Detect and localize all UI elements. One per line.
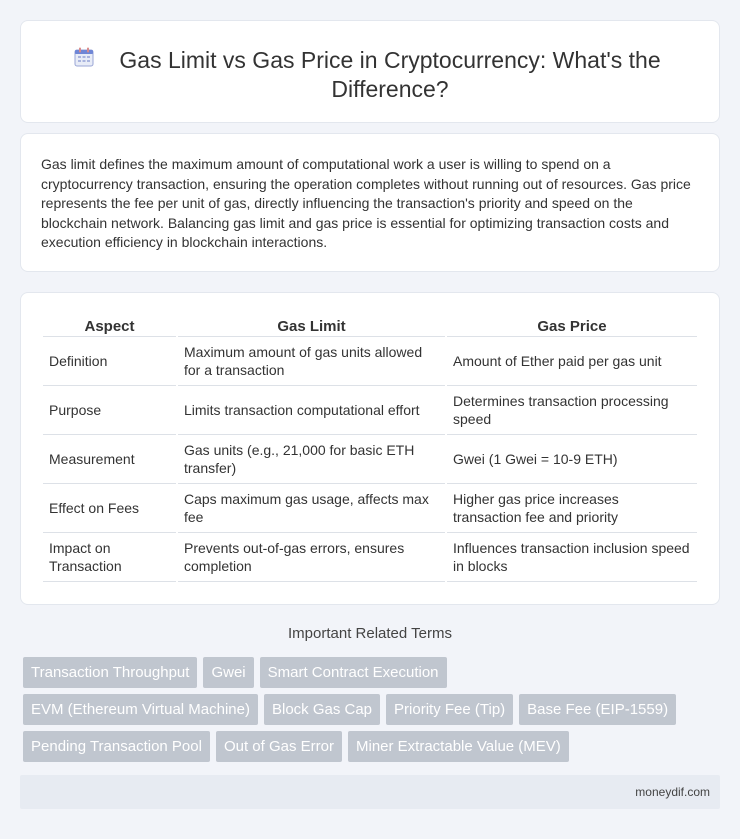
tag-block-gas-cap[interactable]: Block Gas Cap (264, 694, 380, 725)
footer (20, 775, 720, 809)
title-card (20, 20, 720, 123)
table-header-row (43, 316, 697, 337)
tag-mev[interactable]: Miner Extractable Value (MEV) (348, 731, 569, 762)
intro-text: Gas limit defines the maximum amount of computational work a user is willing to spend on a cryptocurrency transaction, ensuring the operation completes without running out of resources. Gas price represents the fee per unit of gas, directly influencing the transaction's priority and speed on the blockchain network. Balancing gas limit and gas price is essential for optimizing transaction costs and execution efficiency in blockchain interactions. (41, 156, 691, 251)
table-cell: Determines transaction processing speed (447, 386, 697, 435)
table-cell: Higher gas price increases transaction fee and priority (447, 484, 697, 533)
table-cell: Gas units (e.g., 21,000 for basic ETH transfer) (178, 435, 445, 484)
related-terms-row (23, 731, 723, 762)
page-title: Gas Limit vs Gas Price in Cryptocurrency: What's the Difference? (119, 47, 661, 102)
footer-site-link[interactable]: moneydif.com (635, 785, 710, 799)
related-terms-row (23, 657, 723, 688)
table-cell: Purpose (43, 386, 176, 435)
table-cell: Impact on Transaction (43, 533, 176, 582)
table-cell: Prevents out-of-gas errors, ensures completion (178, 533, 445, 582)
table-row (43, 484, 697, 533)
header-aspect: Aspect (43, 316, 176, 337)
header-gas-limit: Gas Limit (178, 316, 445, 337)
related-terms-title: Important Related Terms (288, 625, 452, 642)
table-cell: Gwei (1 Gwei = 10-9 ETH) (447, 435, 697, 484)
table-cell: Limits transaction computational effort (178, 386, 445, 435)
tag-smart-contract-execution[interactable]: Smart Contract Execution (260, 657, 447, 688)
comparison-table-card (20, 292, 720, 605)
tag-transaction-throughput[interactable]: Transaction Throughput (23, 657, 197, 688)
table-cell: Caps maximum gas usage, affects max fee (178, 484, 445, 533)
table-row (43, 386, 697, 435)
table-cell: Definition (43, 337, 176, 386)
tag-base-fee[interactable]: Base Fee (EIP-1559) (519, 694, 676, 725)
table-cell: Influences transaction inclusion speed in blocks (447, 533, 697, 582)
tag-gwei[interactable]: Gwei (203, 657, 253, 688)
table-row (43, 337, 697, 386)
table-cell: Amount of Ether paid per gas unit (447, 337, 697, 386)
tag-priority-fee[interactable]: Priority Fee (Tip) (386, 694, 513, 725)
related-terms-row (23, 694, 723, 725)
header-gas-price: Gas Price (447, 316, 697, 337)
tag-evm[interactable]: EVM (Ethereum Virtual Machine) (23, 694, 258, 725)
tag-out-of-gas-error[interactable]: Out of Gas Error (216, 731, 342, 762)
table-row (43, 533, 697, 582)
table-cell: Effect on Fees (43, 484, 176, 533)
table-cell: Measurement (43, 435, 176, 484)
comparison-table (41, 316, 699, 582)
table-cell: Maximum amount of gas units allowed for a transaction (178, 337, 445, 386)
intro-card (20, 133, 720, 272)
table-row (43, 435, 697, 484)
tag-pending-transaction-pool[interactable]: Pending Transaction Pool (23, 731, 210, 762)
